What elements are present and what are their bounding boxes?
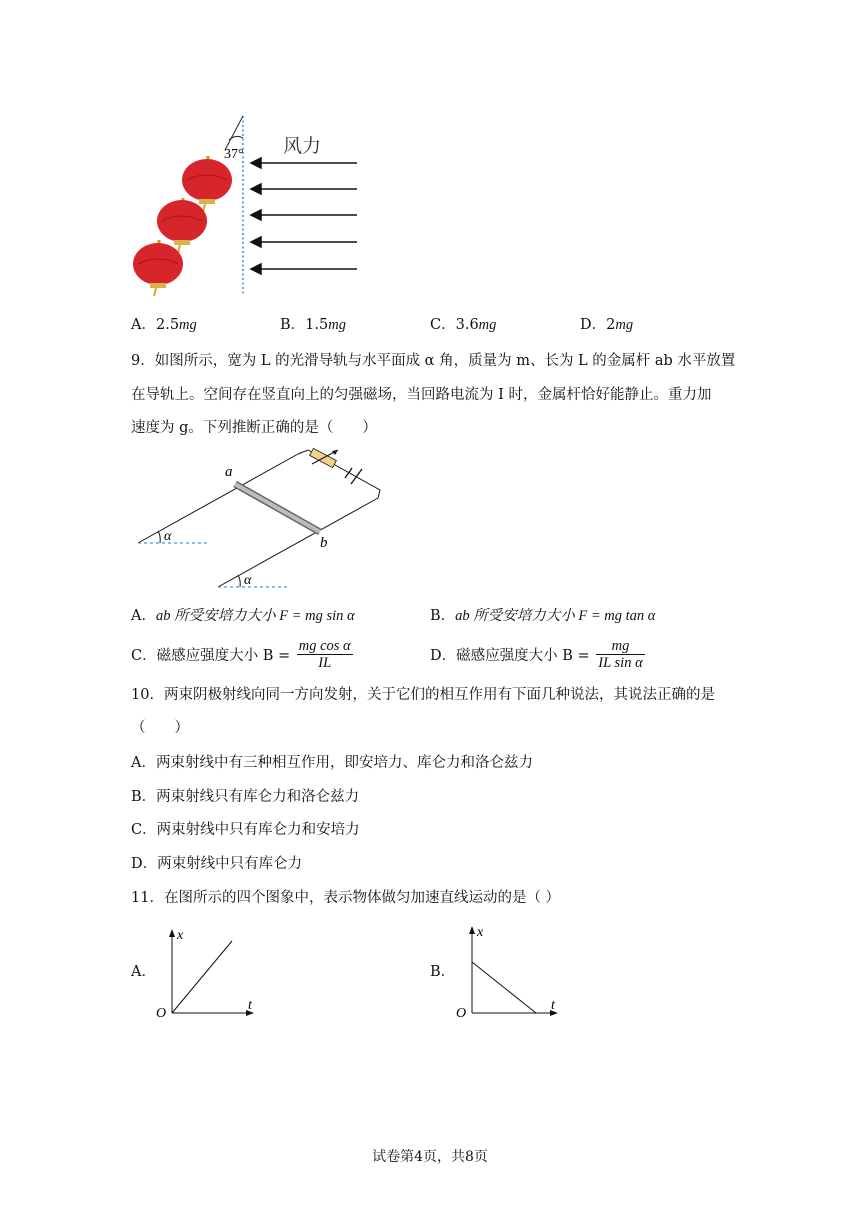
q8-option-c[interactable]: C．3.6mg (430, 317, 497, 333)
q10-option-c[interactable]: C．两束射线中只有库仑力和安培力 (131, 822, 360, 838)
alpha-label-1: α (164, 529, 172, 544)
wind-arrows (251, 158, 357, 274)
label-b: b (320, 535, 328, 551)
lantern-wind-figure (125, 110, 375, 300)
q10-stem-line1: 10．两束阴极射线向同一方向发射，关于它们的相互作用有下面几种说法，其说法正确的是 (131, 687, 715, 703)
q11-option-b-label[interactable]: B． (430, 964, 456, 980)
q9-option-a[interactable]: A．ab 所受安培力大小 F = mg sin α (131, 608, 355, 624)
graph-a-y-label: x (177, 928, 184, 943)
incline-rail-figure (130, 446, 400, 596)
q10-stem-line2: （ ） (131, 720, 189, 736)
graph-a-x-label: t (248, 998, 252, 1013)
q9-option-b[interactable]: B．ab 所受安培力大小 F = mg tan α (430, 608, 656, 624)
q11-option-a-label[interactable]: A． (131, 964, 156, 980)
graph-b-x-label: t (551, 998, 555, 1013)
wind-label: 风力 (283, 135, 322, 157)
lantern-bottom (133, 240, 183, 296)
q9-option-d[interactable]: D．磁感应强度大小 B = $\frac{mg}{\text{IL sin α}}$ (430, 638, 643, 671)
page-footer: 试卷第4页，共8页 (372, 1149, 488, 1165)
q9-stem-line3: 速度为 g。下列推断正确的是（ ） (131, 420, 377, 436)
graph-b-y-label: x (477, 925, 484, 940)
q11-stem: 11．在图所示的四个图象中，表示物体做匀加速直线运动的是（ ） (131, 890, 561, 906)
q9-stem-line1: 9．如图所示，宽为 L 的光滑导轨与水平面成 α 角，质量为 m、长为 L 的金属杆 ab 水平放置 (131, 353, 736, 369)
graph-b (450, 922, 565, 1022)
q10-option-a[interactable]: A．两束射线中有三种相互作用，即安培力、库仑力和洛仑兹力 (131, 755, 533, 771)
q8-option-a[interactable]: A．2.5mg (131, 317, 197, 333)
graph-a-origin: O (156, 1006, 167, 1021)
angle-label: 37° (224, 147, 244, 162)
fraction-c: $\frac{\text{mg cos α}}{IL}$ (298, 638, 351, 671)
graph-a (150, 925, 260, 1025)
q8-option-d[interactable]: D．2mg (580, 317, 634, 333)
label-a: a (225, 464, 233, 480)
fraction-d: $\frac{mg}{\text{IL sin α}}$ (598, 638, 643, 671)
alpha-label-2: α (244, 573, 252, 588)
q8-option-b[interactable]: B．1.5mg (280, 317, 346, 333)
q9-stem-line2: 在导轨上。空间存在竖直向上的匀强磁场，当回路电流为 I 时，金属杆恰好能静止。重力加 (131, 387, 712, 403)
q10-option-b[interactable]: B．两束射线只有库仑力和洛仑兹力 (131, 789, 360, 805)
q10-option-d[interactable]: D．两束射线中只有库仑力 (131, 856, 303, 872)
graph-b-origin: O (456, 1006, 467, 1021)
q9-option-c[interactable]: C．磁感应强度大小 B = $\frac{\text{mg cos α}}{IL}$ (131, 638, 351, 671)
